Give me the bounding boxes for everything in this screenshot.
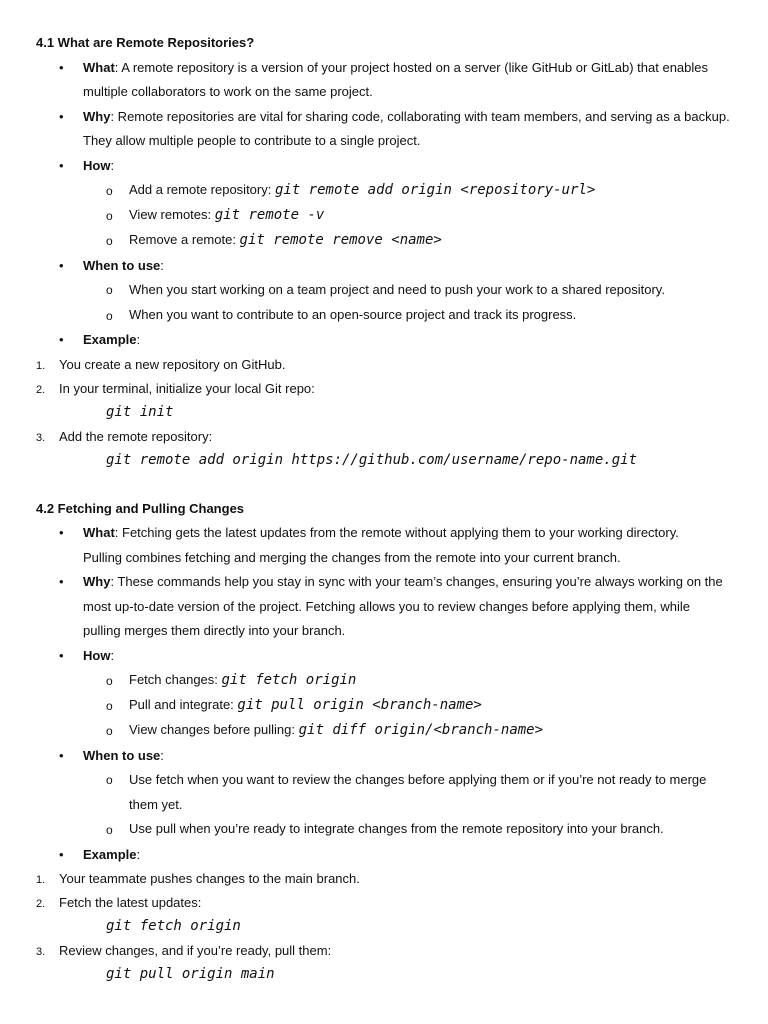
sub-item-label: Add a remote repository:	[129, 182, 275, 197]
sub-item-how	[129, 672, 356, 688]
bullet-label: Why	[83, 574, 111, 589]
bullet-glyph: •	[59, 648, 64, 663]
code-block: git init	[106, 404, 174, 420]
sub-bullet-glyph: o	[106, 309, 113, 323]
bullet-text: : Fetching gets the latest updates from the remote without applying them to your working directory.	[114, 525, 679, 540]
bullet-label: What	[83, 60, 115, 75]
bullet-what	[83, 60, 708, 76]
bullet-text-continuation: most up-to-date version of the project. Fetching allows you to review changes before applying them, while	[83, 599, 690, 614]
sub-item-when: When you want to contribute to an open-source project and track its progress.	[129, 307, 577, 322]
sub-item-how	[129, 232, 442, 248]
sub-bullet-glyph: o	[106, 209, 113, 223]
code-snippet: git remote add origin <repository-url>	[274, 182, 596, 198]
bullet-glyph: •	[59, 847, 64, 862]
colon: :	[110, 648, 115, 663]
step-number: 1.	[36, 360, 46, 372]
step-number: 1.	[36, 874, 46, 886]
bullet-glyph: •	[59, 60, 64, 75]
sub-item-how	[129, 207, 324, 223]
code-snippet: git diff origin/<branch-name>	[298, 722, 544, 738]
bullet-text-continuation: multiple collaborators to work on the same project.	[83, 84, 373, 99]
section-heading: 4.1 What are Remote Repositories?	[36, 35, 255, 50]
bullet-why	[83, 109, 730, 125]
sub-bullet-glyph: o	[106, 184, 113, 198]
step-text: Add the remote repository:	[59, 429, 213, 444]
bullet-how	[83, 648, 114, 664]
sub-item-how	[129, 722, 543, 738]
sub-item-label: View changes before pulling:	[129, 722, 299, 737]
step-text: Review changes, and if you’re ready, pull them:	[59, 943, 332, 958]
sub-bullet-glyph: o	[106, 283, 113, 297]
sub-bullet-glyph: o	[106, 699, 113, 713]
code-snippet: git remote remove <name>	[239, 232, 442, 248]
step-text: Fetch the latest updates:	[59, 895, 202, 910]
step-text: Your teammate pushes changes to the main branch.	[59, 871, 360, 886]
code-snippet: git fetch origin	[221, 672, 357, 688]
sub-item-when-continuation: them yet.	[129, 797, 183, 812]
code-block: git remote add origin https://github.com/username/repo-name.git	[106, 452, 638, 468]
sub-item-when: Use pull when you’re ready to integrate changes from the remote repository into your branch.	[129, 821, 664, 836]
bullet-glyph: •	[59, 574, 64, 589]
sub-item-label: View remotes:	[129, 207, 215, 222]
bullet-glyph: •	[59, 332, 64, 347]
bullet-text-continuation: They allow multiple people to contribute to a single project.	[83, 133, 421, 148]
bullet-when	[83, 748, 164, 764]
bullet-label: Why	[83, 109, 111, 124]
step-number: 2.	[36, 384, 46, 396]
bullet-text-continuation: pulling merges them directly into your branch.	[83, 623, 346, 638]
step-text: In your terminal, initialize your local Git repo:	[59, 381, 315, 396]
bullet-glyph: •	[59, 258, 64, 273]
sub-bullet-glyph: o	[106, 234, 113, 248]
colon: :	[136, 332, 141, 347]
bullet-example	[83, 847, 140, 863]
bullet-how	[83, 158, 114, 174]
bullet-glyph: •	[59, 158, 64, 173]
bullet-label: When to use	[83, 748, 161, 763]
bullet-what	[83, 525, 679, 541]
bullet-label: How	[83, 158, 111, 173]
bullet-label: Example	[83, 332, 137, 347]
section-heading: 4.2 Fetching and Pulling Changes	[36, 501, 245, 516]
bullet-why	[83, 574, 723, 590]
bullet-text-continuation: Pulling combines fetching and merging the changes from the remote into your current branch.	[83, 550, 621, 565]
sub-item-when: Use fetch when you want to review the changes before applying them or if you’re not ready to merge	[129, 772, 707, 787]
step-number: 3.	[36, 946, 46, 958]
code-snippet: git remote -v	[214, 207, 325, 223]
sub-bullet-glyph: o	[106, 823, 113, 837]
sub-bullet-glyph: o	[106, 724, 113, 738]
sub-item-how	[129, 697, 482, 713]
sub-item-how	[129, 182, 595, 198]
bullet-label: Example	[83, 847, 137, 862]
code-snippet: git pull origin <branch-name>	[237, 697, 482, 713]
bullet-glyph: •	[59, 525, 64, 540]
sub-bullet-glyph: o	[106, 773, 113, 787]
sub-item-when: When you start working on a team project and need to push your work to a shared repository.	[129, 282, 665, 297]
bullet-label: When to use	[83, 258, 161, 273]
code-block: git fetch origin	[106, 918, 241, 934]
colon: :	[160, 258, 164, 273]
bullet-text: : Remote repositories are vital for sharing code, collaborating with team members, and serving as a backup.	[110, 109, 730, 124]
step-number: 2.	[36, 898, 46, 910]
bullet-glyph: •	[59, 748, 64, 763]
code-block: git pull origin main	[106, 966, 275, 982]
bullet-text: : A remote repository is a version of your project hosted on a server (like GitHub or GitLab) that enables	[114, 60, 709, 75]
step-number: 3.	[36, 432, 46, 444]
bullet-example	[83, 332, 140, 348]
bullet-label: How	[83, 648, 111, 663]
step-text: You create a new repository on GitHub.	[59, 357, 286, 372]
sub-item-label: Pull and integrate:	[129, 697, 238, 712]
sub-item-label: Remove a remote:	[129, 232, 240, 247]
colon: :	[110, 158, 115, 173]
bullet-glyph: •	[59, 109, 64, 124]
sub-item-label: Fetch changes:	[129, 672, 222, 687]
sub-bullet-glyph: o	[106, 674, 113, 688]
bullet-label: What	[83, 525, 115, 540]
colon: :	[136, 847, 141, 862]
bullet-when	[83, 258, 164, 274]
colon: :	[160, 748, 164, 763]
bullet-text: : These commands help you stay in sync with your team’s changes, ensuring you’re always working on the	[110, 574, 723, 589]
